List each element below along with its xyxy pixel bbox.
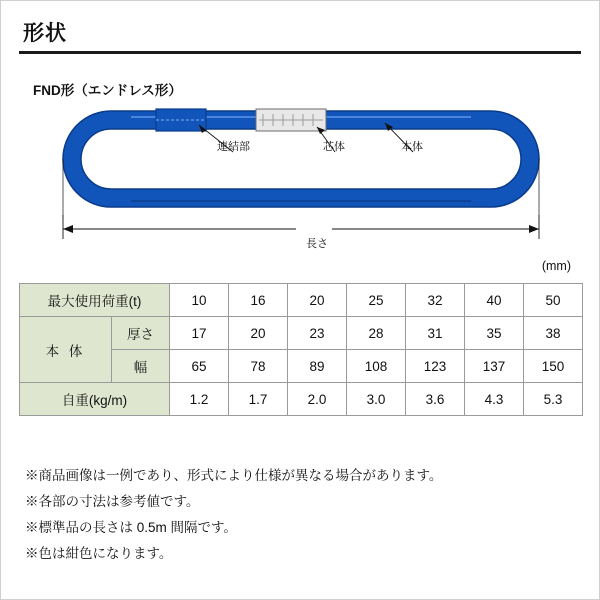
header-divider <box>19 51 581 54</box>
label-joint: 連結部 <box>217 141 250 153</box>
selfweight-3: 3.0 <box>347 383 406 416</box>
page-header <box>1 1 599 57</box>
length-arrow-right <box>529 225 539 233</box>
width-6: 150 <box>524 350 583 383</box>
header-capacity-1: 16 <box>229 284 288 317</box>
width-1: 78 <box>229 350 288 383</box>
spec-table <box>19 283 583 416</box>
thickness-4: 31 <box>406 317 465 350</box>
selfweight-0: 1.2 <box>170 383 229 416</box>
selfweight-4: 3.6 <box>406 383 465 416</box>
thickness-5: 35 <box>465 317 524 350</box>
label-body: 本体 <box>401 141 423 153</box>
header-capacity-6: 50 <box>524 284 583 317</box>
thickness-6: 38 <box>524 317 583 350</box>
table-header-row <box>20 284 583 317</box>
notes-block <box>25 463 585 567</box>
label-length: 長さ <box>306 238 328 250</box>
figure-block <box>1 57 599 257</box>
note-line: ※標準品の長さは 0.5m 間隔です。 <box>25 520 237 535</box>
unit-note: (mm) <box>541 259 571 273</box>
label-core: 芯体 <box>323 141 345 153</box>
width-2: 89 <box>288 350 347 383</box>
header-capacity-label: 最大使用荷重(t) <box>20 284 170 317</box>
length-arrow-left <box>63 225 73 233</box>
note-line: ※各部の寸法は参考値です。 <box>25 494 200 509</box>
thickness-0: 17 <box>170 317 229 350</box>
selfweight-1: 1.7 <box>229 383 288 416</box>
header-capacity-4: 32 <box>406 284 465 317</box>
width-5: 137 <box>465 350 524 383</box>
note-line: ※色は紺色になります。 <box>25 546 173 561</box>
figure-title: FND形（エンドレス形） <box>33 83 182 98</box>
width-0: 65 <box>170 350 229 383</box>
table-row <box>20 383 583 416</box>
width-4: 123 <box>406 350 465 383</box>
row-label-body: 本 体 <box>20 317 112 383</box>
row-label-thickness: 厚さ <box>112 317 170 350</box>
selfweight-2: 2.0 <box>288 383 347 416</box>
thickness-1: 20 <box>229 317 288 350</box>
thickness-3: 28 <box>347 317 406 350</box>
sling-body-inner <box>81 129 521 189</box>
selfweight-6: 5.3 <box>524 383 583 416</box>
header-capacity-2: 20 <box>288 284 347 317</box>
row-label-width: 幅 <box>112 350 170 383</box>
sling-illustration <box>1 97 600 257</box>
header-capacity-5: 40 <box>465 284 524 317</box>
selfweight-5: 4.3 <box>465 383 524 416</box>
table-row <box>20 317 583 350</box>
width-3: 108 <box>347 350 406 383</box>
note-line: ※商品画像は一例であり、形式により仕様が異なる場合があります。 <box>25 468 443 483</box>
row-label-selfweight: 自重(kg/m) <box>20 383 170 416</box>
header-capacity-0: 10 <box>170 284 229 317</box>
header-capacity-3: 25 <box>347 284 406 317</box>
thickness-2: 23 <box>288 317 347 350</box>
page-title: 形状 <box>23 22 67 45</box>
